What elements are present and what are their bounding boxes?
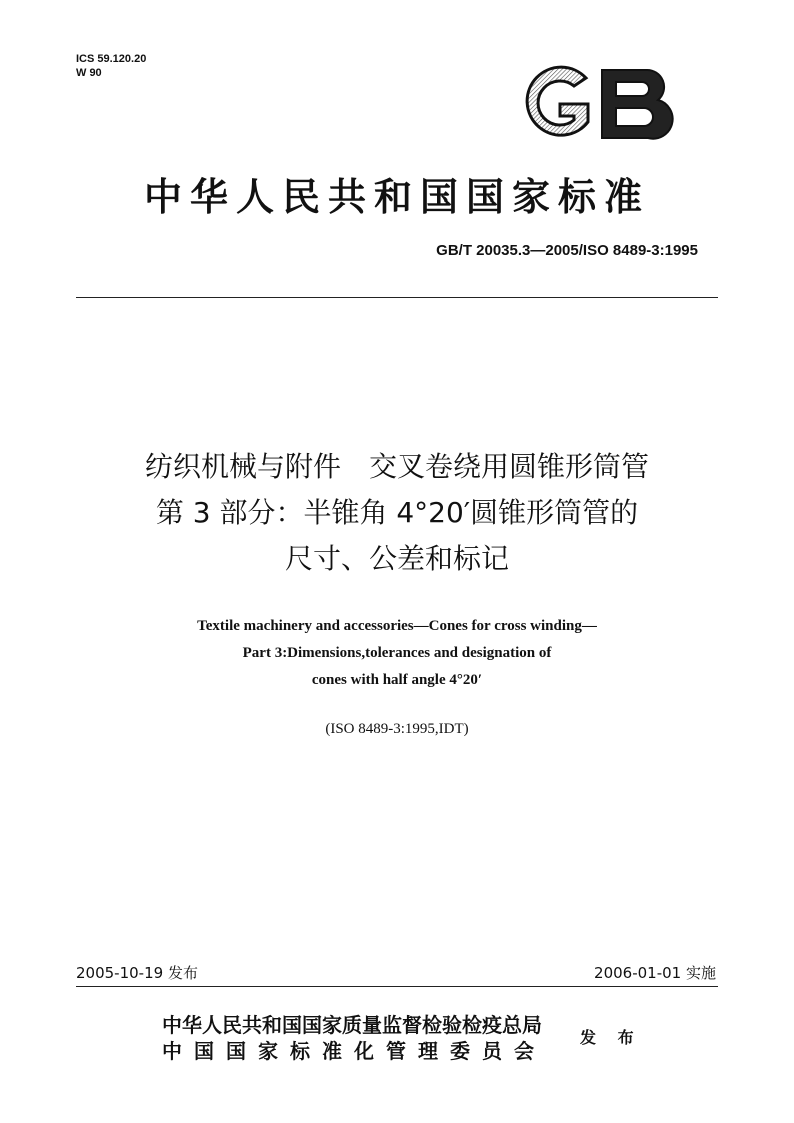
issuer-aqsiq: 中华人民共和国国家质量监督检验检疫总局 xyxy=(162,1013,542,1037)
effective-date: 2006-01-01 实施 xyxy=(594,964,716,982)
standard-code: GB/T 20035.3—2005/ISO 8489-3:1995 xyxy=(436,242,698,259)
english-title-line-2: Part 3:Dimensions,tolerances and designation of xyxy=(242,645,552,661)
ics-code: ICS 59.120.20 xyxy=(76,53,147,65)
category-code: W 90 xyxy=(76,67,102,79)
iso-identity: (ISO 8489-3:1995,IDT) xyxy=(325,721,469,737)
divider-line xyxy=(76,297,718,298)
gb-logo xyxy=(516,64,676,144)
chinese-title xyxy=(0,444,794,582)
english-title-line-3: cones with half angle 4°20′ xyxy=(311,672,483,688)
issuer-sac: 中国国家标准化管理委员会 xyxy=(162,1039,546,1063)
issuing-authorities xyxy=(162,1012,546,1064)
footer-divider-line xyxy=(76,986,718,987)
chinese-title-line-2: 第 3 部分：半锥角 4°20′圆锥形筒管的 xyxy=(155,496,639,529)
national-standard-title: 中华人民共和国国家标准 xyxy=(143,174,650,219)
issue-date: 2005-10-19 发布 xyxy=(76,964,198,982)
english-title xyxy=(0,613,794,694)
chinese-title-line-1: 纺织机械与附件 交叉卷绕用圆锥形筒管 xyxy=(144,450,649,483)
classification-block xyxy=(76,52,146,80)
english-title-line-1: Textile machinery and accessories—Cones for cross winding— xyxy=(197,618,597,634)
chinese-title-line-3: 尺寸、公差和标记 xyxy=(284,542,509,575)
publish-label: 发 布 xyxy=(580,1028,642,1047)
